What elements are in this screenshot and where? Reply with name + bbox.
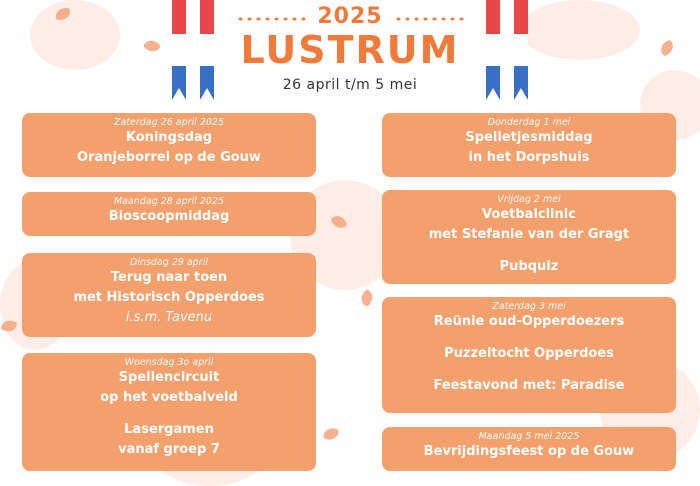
event-title: Spelletjesmiddag (465, 130, 593, 145)
page-title: LUSTRUM (240, 28, 460, 72)
event-title: Bioscoopmiddag (108, 209, 230, 224)
event-card (382, 297, 676, 413)
event-card (22, 253, 316, 337)
event-card (22, 113, 316, 177)
event-date: Zaterdag 26 april 2025 (113, 117, 225, 128)
event-title: vanaf groep 7 (118, 442, 220, 457)
event-title: met Stefanie van der Gragt (428, 227, 630, 242)
event-title: Voetbalclinic (482, 207, 576, 222)
event-card (382, 113, 676, 177)
event-card (382, 190, 676, 284)
event-date: Zaterdag 3 mei (492, 301, 566, 312)
date-range: 26 april t/m 5 mei (282, 77, 418, 93)
event-title: Koningsdag (125, 130, 213, 145)
event-date: Maandag 5 mei 2025 (478, 431, 580, 442)
event-card (22, 192, 316, 236)
event-card (382, 427, 676, 471)
event-title: Oranjeborrel op de Gouw (77, 150, 261, 165)
event-title: Reünie oud-Opperdoezers (433, 314, 625, 329)
event-title: Puzzeltocht Opperdoes (444, 346, 614, 361)
event-title: Feestavond met: Paradise (433, 378, 625, 393)
event-date: Maandag 28 april 2025 (113, 196, 225, 207)
petal-icon (358, 289, 376, 307)
event-title: met Historisch Opperdoes (73, 290, 265, 305)
event-title: in het Dorpshuis (468, 150, 590, 165)
petal-icon (323, 427, 339, 441)
event-title: Pubquiz (499, 259, 559, 274)
event-date: Woensdag 3o april (124, 357, 214, 368)
event-title: Spellencircuit (118, 370, 220, 385)
event-subtitle: i.s.m. Tavenu (125, 310, 213, 325)
event-title: Bevrijdingsfeest op de Gouw (423, 444, 635, 459)
event-date: Donderdag 1 mei (487, 117, 571, 128)
event-title: Terug naar toen (110, 270, 228, 285)
dot-divider (236, 16, 306, 22)
event-title: Lasergamen (124, 422, 214, 437)
event-title: op het voetbalveld (100, 390, 238, 405)
year: 2025 (317, 4, 383, 29)
header (0, 4, 700, 93)
year-line (0, 4, 700, 29)
event-date: Vrijdag 2 mei (497, 194, 561, 205)
event-card (22, 353, 316, 471)
event-date: Dinsdag 29 april (130, 257, 208, 268)
dot-divider (394, 16, 464, 22)
